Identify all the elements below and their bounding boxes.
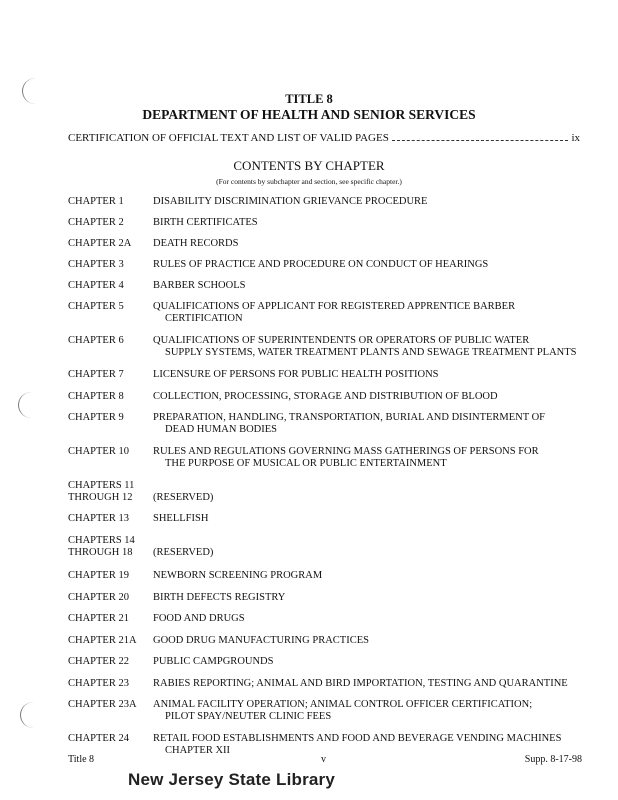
chapter-row: [68, 259, 588, 271]
chapter-row: [68, 446, 588, 470]
chapter-title-line: (RESERVED): [153, 492, 214, 503]
chapter-row: [68, 535, 588, 559]
chapter-title: [153, 196, 593, 208]
chapter-number-line: CHAPTER 3: [68, 259, 124, 270]
chapter-title: [153, 259, 593, 271]
chapter-number: [68, 613, 152, 625]
contents-heading: CONTENTS BY CHAPTER: [233, 158, 385, 173]
chapter-title-continuation: CERTIFICATION: [165, 313, 243, 324]
chapter-number: [68, 412, 152, 424]
chapter-title-line: SHELLFISH: [153, 513, 209, 524]
chapter-number: [68, 513, 152, 525]
chapter-title-continuation: SUPPLY SYSTEMS, WATER TREATMENT PLANTS AND SEWAGE TREATMENT PLANTS: [165, 347, 577, 358]
chapter-title-line: RABIES REPORTING; ANIMAL AND BIRD IMPORTATION, TESTING AND QUARANTINE: [153, 678, 568, 689]
chapter-title: [153, 570, 593, 582]
chapter-number-line: CHAPTER 19: [68, 570, 129, 581]
chapter-number-line: CHAPTERS 14: [68, 535, 135, 546]
chapter-title-line: (RESERVED): [153, 547, 214, 558]
chapter-number-line: CHAPTER 21A: [68, 635, 137, 646]
chapter-row: [68, 592, 588, 604]
chapter-number: [68, 369, 152, 381]
chapter-title: [153, 635, 593, 647]
chapter-row: [68, 570, 588, 582]
chapter-title-line: RULES AND REGULATIONS GOVERNING MASS GATHERINGS OF PERSONS FOR: [153, 446, 539, 457]
footer-supplement-date: Supp. 8-17-98: [524, 754, 582, 765]
chapter-number-line: CHAPTER 10: [68, 446, 129, 457]
chapter-number: [68, 301, 152, 313]
chapter-title: [153, 699, 593, 723]
chapter-number: [68, 196, 152, 208]
chapter-title-line: DEATH RECORDS: [153, 238, 239, 249]
footer-title: Title 8: [68, 754, 95, 765]
chapter-number-line: CHAPTER 7: [68, 369, 124, 380]
chapter-title-line: NEWBORN SCREENING PROGRAM: [153, 570, 323, 581]
page-title: [0, 91, 618, 123]
chapter-number: [68, 259, 152, 271]
page-footer: [68, 754, 582, 768]
chapter-number-line: CHAPTER 8: [68, 391, 124, 402]
chapter-row: [68, 196, 588, 208]
hole-punch-mark: [18, 392, 45, 418]
library-stamp: New Jersey State Library: [128, 770, 336, 789]
chapter-title-line: BARBER SCHOOLS: [153, 280, 246, 291]
chapter-title: [153, 391, 593, 403]
chapter-number: [68, 480, 152, 504]
department-name: DEPARTMENT OF HEALTH AND SENIOR SERVICES: [142, 107, 476, 122]
chapter-title-line: BIRTH DEFECTS REGISTRY: [153, 592, 286, 603]
chapter-title-line: FOOD AND DRUGS: [153, 613, 245, 624]
chapter-number: [68, 635, 152, 647]
chapter-number-line: CHAPTER 1: [68, 196, 124, 207]
chapter-number: [68, 280, 152, 292]
chapter-title-line: QUALIFICATIONS OF APPLICANT FOR REGISTERED APPRENTICE BARBER: [153, 301, 516, 312]
chapter-number-line: CHAPTER 21: [68, 613, 129, 624]
chapter-title-continuation: DEAD HUMAN BODIES: [165, 424, 277, 435]
chapter-row: [68, 656, 588, 668]
chapter-row: [68, 391, 588, 403]
chapter-title-line: COLLECTION, PROCESSING, STORAGE AND DISTRIBUTION OF BLOOD: [153, 391, 498, 402]
chapter-number: [68, 238, 152, 250]
chapter-row: [68, 678, 588, 690]
chapter-title: [153, 412, 593, 436]
chapter-row: [68, 635, 588, 647]
chapter-title-continuation: CHAPTER XII: [165, 745, 231, 756]
chapter-title: [153, 217, 593, 229]
chapter-number-line: CHAPTER 13: [68, 513, 129, 524]
chapter-number-line: CHAPTER 5: [68, 301, 124, 312]
chapter-number: [68, 656, 152, 668]
chapter-number-line: CHAPTER 4: [68, 280, 124, 291]
chapter-title-line: RETAIL FOOD ESTABLISHMENTS AND FOOD AND BEVERAGE VENDING MACHINES: [153, 733, 562, 744]
chapter-number: [68, 733, 152, 745]
chapter-title: [153, 480, 593, 504]
chapter-title: [153, 335, 593, 359]
chapter-title: [153, 656, 593, 668]
chapter-number: [68, 592, 152, 604]
chapter-number-line: THROUGH 18: [68, 547, 133, 558]
chapter-number-line: CHAPTER 23A: [68, 699, 137, 710]
chapter-title: [153, 592, 593, 604]
chapter-number-line: CHAPTER 9: [68, 412, 124, 423]
chapter-number: [68, 535, 152, 559]
chapter-number: [68, 446, 152, 458]
chapter-number: [68, 678, 152, 690]
chapter-row: [68, 613, 588, 625]
chapter-title-line: LICENSURE OF PERSONS FOR PUBLIC HEALTH POSITIONS: [153, 369, 439, 380]
chapter-title: [153, 301, 593, 325]
chapter-title: [153, 446, 593, 470]
chapter-number: [68, 570, 152, 582]
chapter-title-continuation: PILOT SPAY/NEUTER CLINIC FEES: [165, 711, 332, 722]
chapter-row: [68, 280, 588, 292]
chapter-row: [68, 335, 588, 359]
chapter-number-line: CHAPTER 23: [68, 678, 129, 689]
chapter-number: [68, 335, 152, 347]
chapter-row: [68, 238, 588, 250]
chapter-title: [153, 238, 593, 250]
chapter-row: [68, 369, 588, 381]
chapter-title: [153, 369, 593, 381]
chapter-row: [68, 699, 588, 723]
chapter-title: [153, 678, 593, 690]
chapter-number-line: CHAPTER 2A: [68, 238, 132, 249]
hole-punch-mark: [20, 702, 47, 728]
certification-label: CERTIFICATION OF OFFICIAL TEXT AND LIST OF VALID PAGES: [68, 132, 389, 144]
chapter-number: [68, 391, 152, 403]
chapter-number-line: CHAPTER 20: [68, 592, 129, 603]
chapter-title: [153, 280, 593, 292]
chapter-title-line: PUBLIC CAMPGROUNDS: [153, 656, 274, 667]
chapter-title-line: ANIMAL FACILITY OPERATION; ANIMAL CONTROL OFFICER CERTIFICATION;: [153, 699, 533, 710]
chapter-row: [68, 480, 588, 504]
chapter-number-line: CHAPTER 6: [68, 335, 124, 346]
chapter-number-line: THROUGH 12: [68, 492, 133, 503]
chapter-row: [68, 301, 588, 325]
contents-note: (For contents by subchapter and section, see specific chapter.): [216, 177, 402, 186]
dot-leader: [392, 133, 569, 141]
footer-page-number: v: [321, 754, 326, 765]
chapter-title: [153, 535, 593, 559]
chapter-row: [68, 412, 588, 436]
chapter-number-line: CHAPTER 24: [68, 733, 129, 744]
chapter-title-continuation: THE PURPOSE OF MUSICAL OR PUBLIC ENTERTAINMENT: [165, 458, 447, 469]
chapter-title-line: GOOD DRUG MANUFACTURING PRACTICES: [153, 635, 369, 646]
chapter-title-line: DISABILITY DISCRIMINATION GRIEVANCE PROCEDURE: [153, 196, 428, 207]
chapter-number-line: CHAPTER 22: [68, 656, 129, 667]
chapter-number-line: CHAPTER 2: [68, 217, 124, 228]
chapter-number-line: CHAPTERS 11: [68, 480, 135, 491]
chapter-title-line: PREPARATION, HANDLING, TRANSPORTATION, BURIAL AND DISINTERMENT OF: [153, 412, 546, 423]
chapter-title-line: QUALIFICATIONS OF SUPERINTENDENTS OR OPERATORS OF PUBLIC WATER: [153, 335, 530, 346]
chapter-number: [68, 699, 152, 711]
chapter-number: [68, 217, 152, 229]
chapter-title-line: RULES OF PRACTICE AND PROCEDURE ON CONDUCT OF HEARINGS: [153, 259, 489, 270]
chapter-row: [68, 513, 588, 525]
certification-page: ix: [571, 132, 580, 144]
chapter-row: [68, 217, 588, 229]
chapter-title: [153, 613, 593, 625]
title-number: TITLE 8: [285, 92, 333, 106]
certification-line: [68, 132, 580, 146]
chapter-title-line: BIRTH CERTIFICATES: [153, 217, 258, 228]
chapter-title: [153, 513, 593, 525]
